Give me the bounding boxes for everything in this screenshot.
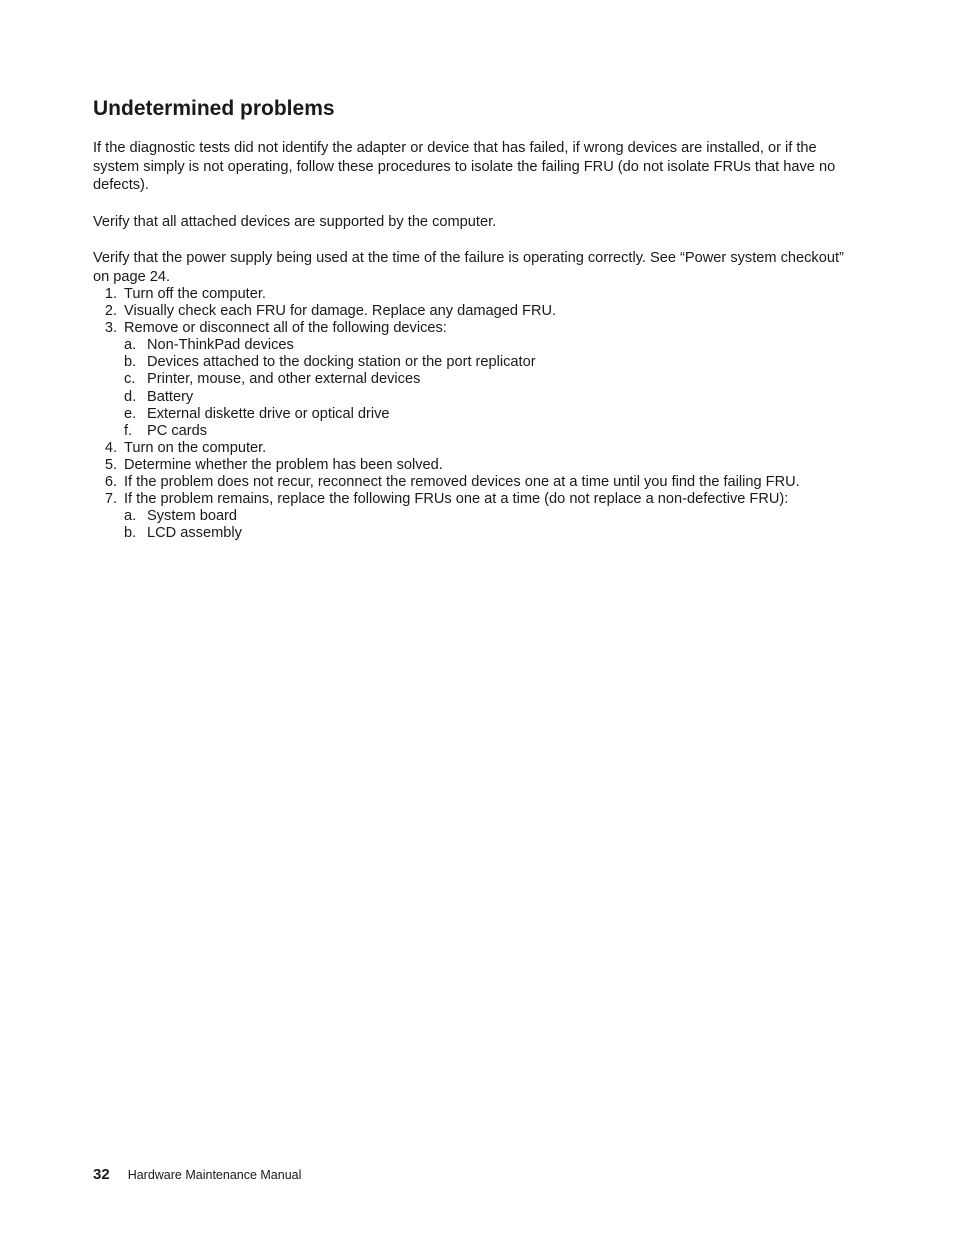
sublist-item (124, 354, 853, 371)
step-text: If the problem remains, replace the following FRUs one at a time (do not replace a non-defective FRU): (124, 491, 789, 508)
verify-power-paragraph: Verify that the power supply being used at the time of the failure is operating correctly. See “Power system checkout” on page 24. (93, 250, 844, 285)
sublist-letter: b. (124, 525, 137, 542)
sublist-text: External diskette drive or optical drive (147, 405, 390, 422)
sublist-text: Devices attached to the docking station or the port replicator (147, 354, 536, 371)
step-item (93, 303, 853, 320)
step-text: If the problem does not recur, reconnect the removed devices one at a time until you find the failing FRU. (124, 474, 800, 491)
step-number: 3. (104, 320, 117, 337)
step-number: 5. (104, 456, 117, 473)
section-heading: Undetermined problems (93, 97, 335, 120)
sublist-text: System board (147, 508, 238, 525)
sublist-letter: e. (124, 405, 137, 422)
manual-title: Hardware Maintenance Manual (127, 1168, 302, 1182)
step-number: 2. (104, 303, 117, 320)
fru-sublist (124, 508, 853, 542)
sublist-text: LCD assembly (147, 525, 242, 542)
sublist-letter: d. (124, 388, 137, 405)
sublist-item (124, 406, 853, 423)
device-sublist (124, 337, 853, 440)
page-number: 32 (93, 1166, 110, 1183)
procedure-steps (93, 286, 853, 542)
sublist-letter: a. (124, 508, 137, 525)
sublist-item (124, 371, 853, 388)
sublist-text: Battery (147, 388, 194, 405)
step-text: Turn off the computer. (124, 286, 266, 302)
step-number: 4. (104, 439, 117, 456)
sublist-item (124, 389, 853, 406)
step-item (93, 320, 853, 440)
step-item (93, 474, 853, 491)
step-text: Turn on the computer. (124, 439, 267, 456)
step-item (93, 440, 853, 457)
page-footer (93, 1166, 301, 1183)
sublist-text: PC cards (147, 422, 208, 439)
intro-paragraph: If the diagnostic tests did not identify the adapter or device that has failed, if wrong devices are installed, or if the system simply is not operating, follow these procedures to isolate the failing FRU (do not isolate FRUs that have no defects). (93, 140, 836, 193)
step-text: Determine whether the problem has been solved. (124, 456, 443, 473)
sublist-letter: c. (124, 371, 136, 388)
page-content (93, 96, 853, 542)
sublist-item (124, 508, 853, 525)
sublist-item (124, 423, 853, 440)
step-item (93, 491, 853, 542)
sublist-text: Printer, mouse, and other external devices (147, 371, 421, 388)
step-item (93, 457, 853, 474)
step-item (93, 286, 853, 303)
step-text: Remove or disconnect all of the following devices: (124, 320, 447, 337)
sublist-letter: a. (124, 337, 137, 354)
step-number: 1. (104, 286, 117, 302)
sublist-item (124, 337, 853, 354)
verify-devices-paragraph: Verify that all attached devices are supported by the computer. (93, 213, 497, 230)
step-text: Visually check each FRU for damage. Replace any damaged FRU. (124, 303, 557, 320)
step-number: 7. (104, 491, 117, 508)
sublist-letter: b. (124, 354, 137, 371)
sublist-letter: f. (124, 422, 133, 439)
step-number: 6. (104, 474, 117, 491)
sublist-item (124, 525, 853, 542)
sublist-text: Non-ThinkPad devices (147, 337, 294, 354)
